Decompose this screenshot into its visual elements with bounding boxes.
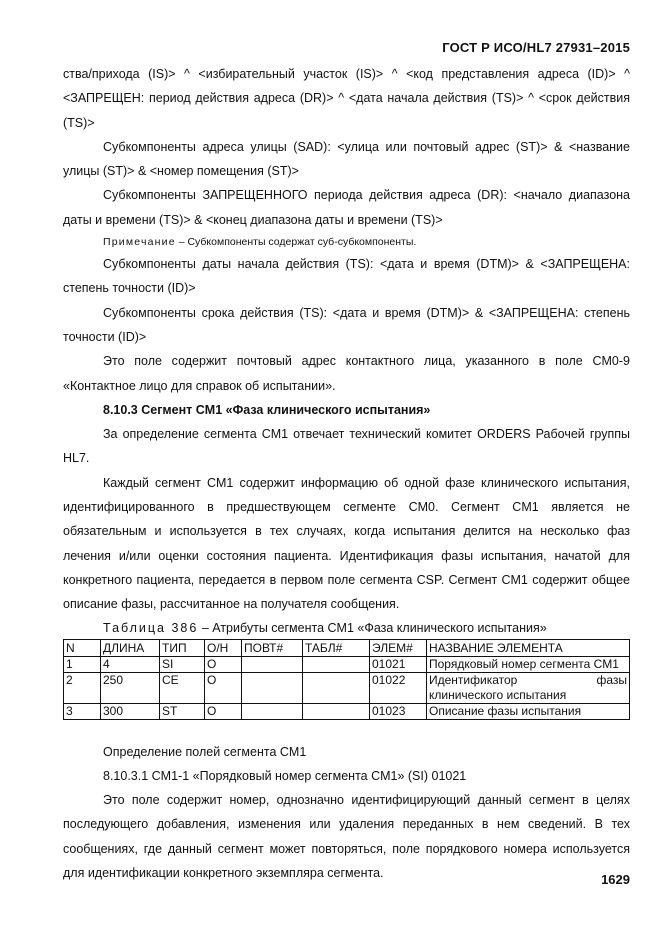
table-cell: ST — [160, 703, 205, 719]
note — [63, 232, 630, 252]
table-cell: O — [205, 703, 242, 719]
table-cell: O — [205, 672, 242, 703]
table-cell — [242, 656, 303, 672]
column-header: ТАБЛ# — [303, 639, 370, 656]
paragraph-committee: За определение сегмента CM1 отвечает технический комитет ORDERS Рабочей группы HL7. — [63, 427, 630, 466]
table-caption-text: – Атрибуты сегмента CM1 «Фаза клинического испытания» — [198, 620, 547, 635]
paragraph-segment-description: Каждый сегмент CM1 содержит информацию об одной фазе клинического испытания, идентифицированного в предшествующем сегменте CM0. Сегмент CM1 является не обязательным и используется в тех случаях, когда испытания делится на несколько фаз лечения и/или оценки состояния пациента. Идентификация фазы испытания, начатой для конкретного пациента, передается в первом поле сегмента CSP. Сегмент CM1 содержит общее описание фазы, рассчитанное на получателя сообщения. — [63, 475, 630, 612]
field-heading: 8.10.3.1 CM1-1 «Порядковый номер сегмента CM1» (SI) 01021 — [103, 768, 467, 783]
table-caption-label: Таблица 386 — [103, 620, 199, 635]
table-cell: 01023 — [370, 703, 427, 719]
table-cell: 4 — [101, 656, 160, 672]
table-cell: Описание фазы испытания — [427, 703, 630, 719]
table-cell: 300 — [101, 703, 160, 719]
table-caption — [63, 617, 630, 639]
page-number: 1629 — [601, 872, 630, 887]
note-label: Примечание — [103, 236, 176, 249]
paragraph-sad-subcomponents: Субкомпоненты адреса улицы (SAD): <улица или почтовый адрес (ST)> & <название улицы (ST)> & <номер помещения (ST)> — [63, 139, 630, 179]
fields-definition-title: Определение полей сегмента CM1 — [103, 744, 307, 759]
table-row — [64, 656, 630, 672]
table-cell: O — [205, 656, 242, 672]
table-cell: CE — [160, 672, 205, 703]
table-cell: SI — [160, 656, 205, 672]
table-cell: 01022 — [370, 672, 427, 703]
table-row — [64, 703, 630, 719]
paragraph-address-continuation: ства/прихода (IS)> ^ <избирательный участок (IS)> ^ <код представления адреса (ID)> ^ <ЗАПРЕЩЕН: период действия адреса (DR)> ^ <дата начала действия (TS)> ^ <срок действия (TS)> — [63, 67, 630, 130]
table-cell: Идентификатор фазы клинического испытания — [427, 672, 630, 703]
attributes-table — [63, 639, 630, 720]
page-body — [63, 62, 630, 885]
paragraph-ts-start-subcomponents: Субкомпоненты даты начала действия (TS): <дата и время (DTM)> & <ЗАПРЕЩЕНА: степень точности (ID)> — [63, 257, 630, 296]
table-cell — [303, 656, 370, 672]
paragraph-field-description: Это поле содержит почтовый адрес контактного лица, указанного в поле CM0-9 «Контактное лицо для справок об испытании». — [63, 354, 630, 393]
table-cell: 3 — [64, 703, 101, 719]
table-header-row — [64, 639, 630, 656]
table-cell: 1 — [64, 656, 101, 672]
paragraph-dr-subcomponents: Субкомпоненты ЗАПРЕЩЕННОГО периода действия адреса (DR): <начало диапазона даты и времени (TS)> & <конец диапазона даты и времени (TS)> — [63, 188, 630, 227]
column-header: ТИП — [160, 639, 205, 656]
note-text: – Субкомпоненты содержат суб-субкомпоненты. — [175, 236, 417, 249]
standard-header: ГОСТ Р ИСО/HL7 27931–2015 — [442, 40, 630, 55]
table-cell — [242, 703, 303, 719]
table-cell: 250 — [101, 672, 160, 703]
column-header: ЭЛЕМ# — [370, 639, 427, 656]
table-cell: Порядковый номер сегмента CM1 — [427, 656, 630, 672]
column-header: N — [64, 639, 101, 656]
table-cell — [242, 672, 303, 703]
paragraph-ts-term-subcomponents: Субкомпоненты срока действия (TS): <дата и время (DTM)> & <ЗАПРЕЩЕНА: степень точности (ID)> — [63, 305, 630, 344]
table-cell: 2 — [64, 672, 101, 703]
table-cell — [303, 703, 370, 719]
table-row — [64, 672, 630, 703]
section-heading: 8.10.3 Сегмент CM1 «Фаза клинического испытания» — [103, 402, 431, 417]
spacer — [63, 720, 630, 740]
column-header: ДЛИНА — [101, 639, 160, 656]
table-cell — [303, 672, 370, 703]
column-header: О/Н — [205, 639, 242, 656]
table-cell: 01021 — [370, 656, 427, 672]
column-header: НАЗВАНИЕ ЭЛЕМЕНТА — [427, 639, 630, 656]
column-header: ПОВТ# — [242, 639, 303, 656]
paragraph-field-cm1-1: Это поле содержит номер, однозначно идентифицирующий данный сегмент в целях последующего добавления, изменения или удаления переданных в нем сведений. В тех сообщениях, где данный сегмент может повторяться, поле порядкового номера используется для идентификации конкретного экземпляра сегмента. — [63, 793, 630, 881]
